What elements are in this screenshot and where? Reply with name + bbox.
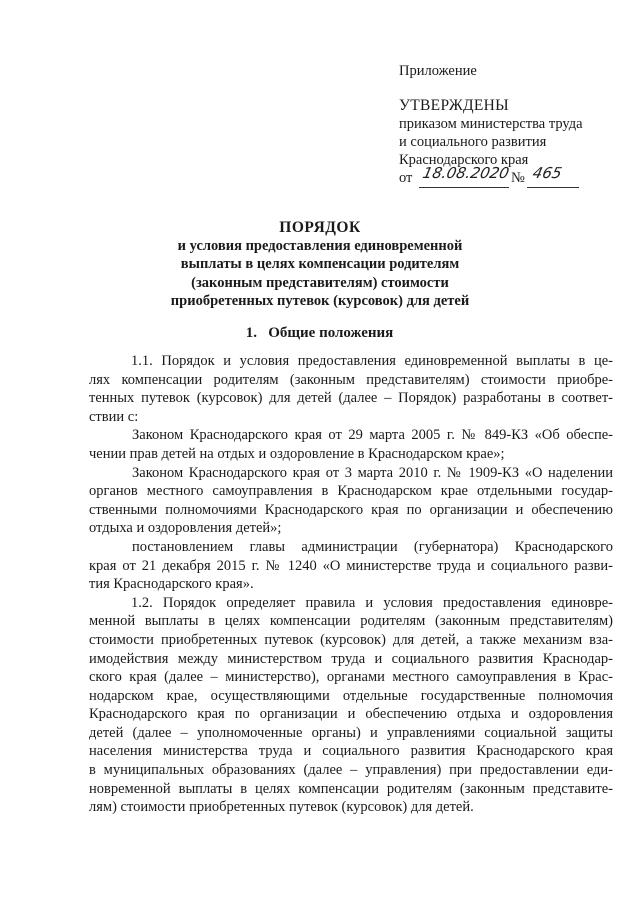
section-title: Общие положения bbox=[268, 325, 394, 341]
text-line: лях компенсации родителям (законным представителям) стоимости приобре- bbox=[89, 371, 613, 388]
text-line: лям) стоимости приобретенных путевок (курсовок) для детей. bbox=[89, 799, 474, 816]
section-heading bbox=[0, 325, 639, 342]
text-line: нодарском крае, осуществляющими отдельные государственные полномочия bbox=[89, 687, 613, 704]
text-line: 1.2. Порядок определяет правила и условия предоставления единовре- bbox=[131, 594, 613, 611]
text-line: тия Краснодарского края». bbox=[89, 576, 254, 593]
order-date-number-line bbox=[399, 164, 624, 191]
handwritten-date: 18.08.2020 bbox=[421, 164, 511, 182]
text-line: Законом Краснодарского края от 29 марта 2005 г. № 849-КЗ «Об обеспе- bbox=[132, 427, 613, 444]
approval-line-3: Краснодарского края bbox=[399, 152, 529, 168]
text-line: ственными полномочиями Краснодарского края по организации и обеспечению bbox=[89, 501, 613, 518]
number-underline bbox=[527, 187, 579, 188]
text-line: края от 21 декабря 2015 г. № 1240 «О министерстве труда и социального разви- bbox=[89, 557, 613, 574]
from-label: от bbox=[399, 170, 413, 186]
text-line: ствии с: bbox=[89, 408, 139, 425]
text-line: менной выплаты в целях компенсации родителям (законным представителям) bbox=[89, 613, 613, 630]
approval-block bbox=[399, 62, 624, 191]
approval-line-1: приказом министерства труда bbox=[399, 116, 583, 132]
text-line: Законом Краснодарского края от 3 марта 2010 г. № 1909-КЗ «О наделении bbox=[132, 464, 613, 481]
document-title bbox=[150, 219, 490, 310]
handwritten-number: 465 bbox=[531, 164, 564, 182]
appendix-label: Приложение bbox=[399, 63, 477, 79]
section-number: 1. bbox=[245, 325, 257, 341]
title-line: (законным представителям) стоимости bbox=[191, 274, 449, 291]
title-main: ПОРЯДОК bbox=[279, 219, 361, 236]
number-label: № bbox=[511, 170, 525, 186]
approved-label: УТВЕРЖДЕНЫ bbox=[399, 97, 509, 114]
text-line: ского края (далее – министерство), органами местного самоуправления в Крас- bbox=[89, 669, 613, 686]
text-line: имодействия между министерством труда и социального развития Краснодар- bbox=[89, 650, 613, 667]
approval-line-2: и социального развития bbox=[399, 134, 547, 150]
text-line: стоимости приобретенных путевок (курсовок) для детей, а также механизм вза- bbox=[89, 631, 613, 648]
text-line: новременной выплаты в целях компенсации родителям (законным представите- bbox=[89, 780, 613, 797]
text-line: тенных путевок (курсовок) для детей (далее – Порядок) разработаны в соответ- bbox=[89, 390, 613, 407]
text-line: детей (далее – уполномоченные органы) и управлениями социальной защиты bbox=[89, 724, 613, 741]
title-line: приобретенных путевок (курсовок) для детей bbox=[170, 292, 470, 309]
date-underline bbox=[419, 187, 509, 188]
text-line: Краснодарского края по организации и обеспечению отдыха и оздоровления bbox=[89, 706, 613, 723]
title-line: выплаты в целях компенсации родителям bbox=[180, 256, 460, 273]
text-line: в муниципальных образованиях (далее – управления) при предоставлении еди- bbox=[89, 762, 613, 779]
text-line: чении прав детей на отдых и оздоровление в Краснодарском крае»; bbox=[89, 445, 505, 462]
text-line: населения министерства труда и социального развития Краснодарского края bbox=[89, 743, 613, 760]
body-text bbox=[89, 352, 613, 817]
text-line: органов местного самоуправления в Краснодарском крае отдельными государ- bbox=[89, 483, 613, 500]
title-line: и условия предоставления единовременной bbox=[177, 238, 463, 255]
text-line: 1.1. Порядок и условия предоставления единовременной выплаты в це- bbox=[131, 353, 613, 369]
text-line: постановлением главы администрации (губернатора) Краснодарского bbox=[132, 538, 613, 555]
text-line: отдыха и оздоровления детей»; bbox=[89, 520, 282, 537]
